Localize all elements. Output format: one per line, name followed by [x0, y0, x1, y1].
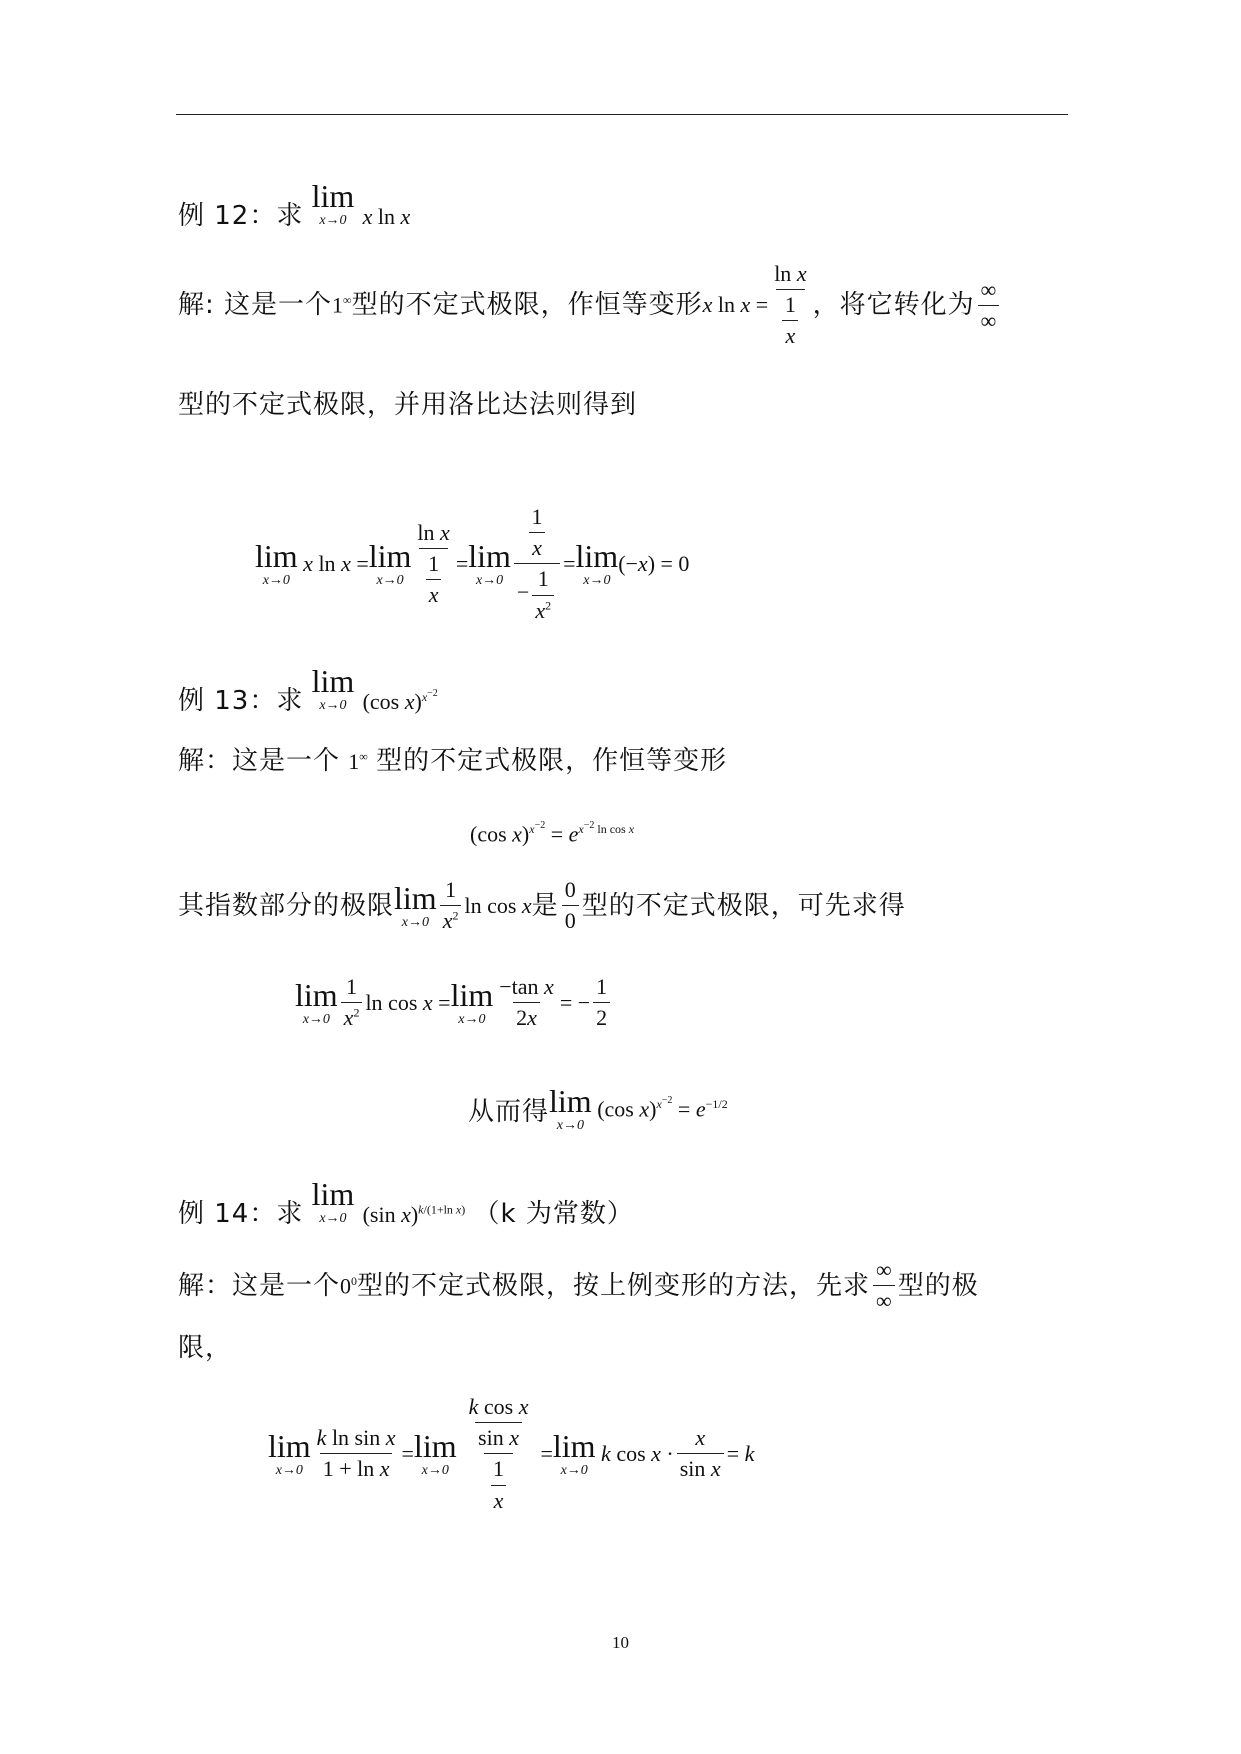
solution-12-text-1: 解: 这是一个: [178, 290, 333, 321]
solution-14-text-4: 限，: [178, 1333, 233, 1363]
solution-13-text-4: 是: [531, 890, 559, 921]
solution-14-text-3: 型的极: [897, 1270, 979, 1301]
equation-13-result: 从而得 lim x→0 (cos $x)^{x^{-2}} = e^{-1/2}$: [468, 1083, 728, 1133]
example-14-note: （k 为常数）: [473, 1199, 634, 1229]
solution-14-line-1: 解：这是一个 $0^0$ 型的不定式极限，按上例变形的方法，先求 $\frac{\infty}{\infty}$ 型的极: [178, 1257, 979, 1314]
fraction: $\frac{\text{ln x}}{\frac{1}{x}}$: [774, 261, 807, 349]
solution-13-line-1: 解：这是一个 1∞ 型的不定式极限，作恒等变形: [178, 746, 728, 776]
solution-12-line-2: [178, 392, 637, 418]
example-13-line: 例 13：求 lim x→0 (cos x)$^{x^{-2}}$: [178, 663, 438, 716]
solution-12-line-1: 解: 这是一个 1∞ 型的不定式极限，作恒等变形 x ln x = $\frac{\text{ln x}}{\frac{1}{x}}$ ，将它转化为 $\frac{\infty}{\infty}$: [178, 262, 1002, 349]
solution-13-text-6: 从而得: [468, 1096, 550, 1127]
solution-12-text-4: 型的不定式极限，并用洛比达法则得到: [178, 390, 638, 420]
equation-12: lim x→0 x ln x = lim x→0 $\frac{\text{ln x}}{\frac{1}{x}}$ = lim x→0 $\frac{1}{x}$ − $\frac{1}{x^2}$ = lim x→0 (−x) = 0: [255, 504, 690, 623]
solution-13-text-3: 其指数部分的极限: [178, 890, 395, 921]
solution-12-text-2: 型的不定式极限，作恒等变形: [351, 290, 703, 321]
solution-12-text-3: ，将它转化为: [812, 290, 975, 321]
example-14-line: 例 14：求 lim x→0 (sin x)$^{k/(1+ln x)}$ （k 为常数）: [178, 1176, 634, 1229]
example-12-line: 例 12：求 lim x→0 x ln x: [178, 178, 411, 231]
example-14-label: 例 14：求: [178, 1199, 304, 1229]
solution-13-line-2: 其指数部分的极限 lim x→0 $\frac{1}{x^2}$ ln cos x 是 $\frac{0}{0}$ 型的不定式极限，可先求得: [178, 877, 906, 934]
limit-symbol: lim x→0: [311, 178, 355, 228]
example-12-label: 例 12：求: [178, 201, 304, 231]
solution-13-text-2: 型的不定式极限，作恒等变形: [376, 746, 728, 776]
solution-14-text-2: 型的不定式极限，按上例变形的方法，先求: [357, 1270, 871, 1301]
solution-13-text-5: 型的不定式极限，可先求得: [581, 890, 906, 921]
solution-13-text-1: 解：这是一个: [178, 746, 341, 776]
example-13-label: 例 13：求: [178, 686, 304, 716]
equation-14: lim x→0 $\frac{\text{k ln sin x}}{\text{1 + ln x}}$ = lim x→0 $\frac{\frac{\text{k cos x}}{\text{sin x}}}{\frac{1}{x}}$ = lim x→0 k cos x · $\frac{x}{\text{sin x}}$ = k: [268, 1394, 755, 1513]
solution-14-text-1: 解：这是一个: [178, 1270, 341, 1301]
header-rule: [176, 114, 1068, 115]
page-number: 10: [612, 1633, 629, 1652]
equation-13-limit: lim x→0 $\frac{1}{x^2}$ ln cos x = lim x→0 $\frac{\text{−tan x}}{2x}$ = − $\frac{1}{2}$: [295, 975, 613, 1030]
solution-14-line-2: [178, 1335, 232, 1361]
equation-13-transform: (cos $x)^{x^{-2}} = e^{x^{-2} ln cos x}$: [470, 820, 635, 847]
